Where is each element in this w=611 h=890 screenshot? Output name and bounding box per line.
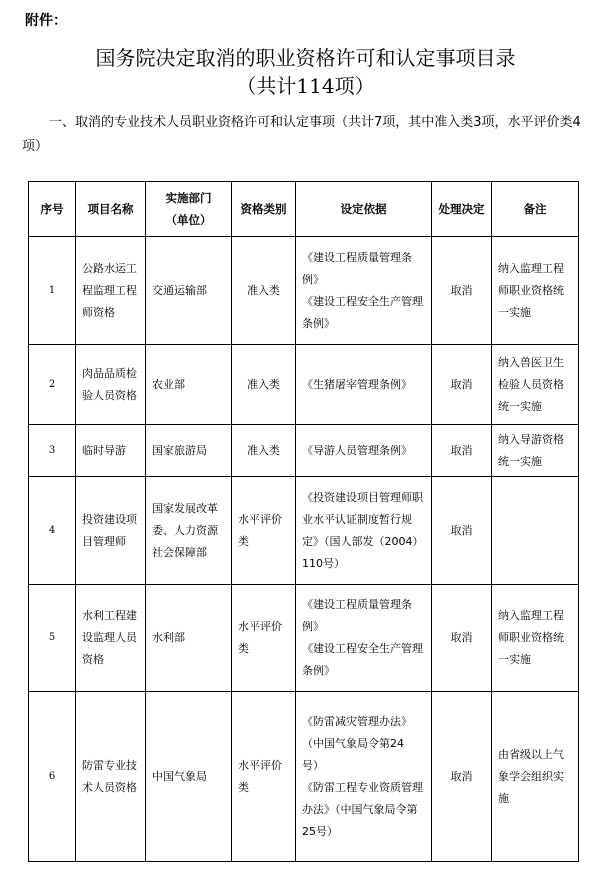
row-category: 准入类 <box>232 345 296 425</box>
row-basis: 《建设工程质量管理条例》 《建设工程安全生产管理条例》 <box>296 585 432 692</box>
section-heading: 一、取消的专业技术人员职业资格许可和认定事项（共计7项，其中准入类3项，水平评价类4项） <box>22 115 581 154</box>
row-note: 纳入导游资格统一实施 <box>492 425 579 477</box>
table-header-row <box>29 182 579 237</box>
row-dept: 水利部 <box>146 585 232 692</box>
row-decision: 取消 <box>432 477 492 585</box>
row-decision: 取消 <box>432 692 492 862</box>
table-row <box>29 692 579 862</box>
header-dept: 实施部门 （单位） <box>146 182 232 237</box>
header-basis: 设定依据 <box>296 182 432 237</box>
row-note: 由省级以上气象学会组织实施 <box>492 692 579 862</box>
row-basis: 《生猪屠宰管理条例》 <box>296 345 432 425</box>
row-seq: 3 <box>29 425 76 477</box>
row-note <box>492 477 579 585</box>
header-seq: 序号 <box>29 182 76 237</box>
row-seq: 5 <box>29 585 76 692</box>
qualification-table <box>28 181 579 862</box>
row-basis: 《导游人员管理条例》 <box>296 425 432 477</box>
row-name: 防雷专业技术人员资格 <box>76 692 146 862</box>
table-row <box>29 585 579 692</box>
row-name: 肉品品质检验人员资格 <box>76 345 146 425</box>
row-seq: 2 <box>29 345 76 425</box>
row-category: 水平评价类 <box>232 585 296 692</box>
row-note: 纳入监理工程师职业资格统一实施 <box>492 237 579 345</box>
row-dept: 中国气象局 <box>146 692 232 862</box>
row-dept: 国家旅游局 <box>146 425 232 477</box>
row-name: 水利工程建设监理人员资格 <box>76 585 146 692</box>
row-seq: 4 <box>29 477 76 585</box>
row-note: 纳入兽医卫生检验人员资格统一实施 <box>492 345 579 425</box>
row-category: 水平评价类 <box>232 477 296 585</box>
row-seq: 6 <box>29 692 76 862</box>
header-category: 资格类别 <box>232 182 296 237</box>
table-row <box>29 345 579 425</box>
header-decision: 处理决定 <box>432 182 492 237</box>
table-row <box>29 477 579 585</box>
header-name: 项目名称 <box>76 182 146 237</box>
row-dept: 国家发展改革委、人力资源社会保障部 <box>146 477 232 585</box>
row-dept: 农业部 <box>146 345 232 425</box>
row-category: 准入类 <box>232 425 296 477</box>
table-row <box>29 237 579 345</box>
row-dept: 交通运输部 <box>146 237 232 345</box>
row-category: 准入类 <box>232 237 296 345</box>
row-basis: 《建设工程质量管理条例》 《建设工程安全生产管理条例》 <box>296 237 432 345</box>
row-basis: 《投资建设项目管理师职业水平认证制度暂行规定》（国人部发（2004）110号） <box>296 477 432 585</box>
document-title: 国务院决定取消的职业资格许可和认定事项目录 <box>95 46 516 70</box>
table-row <box>29 425 579 477</box>
row-name: 公路水运工程监理工程师资格 <box>76 237 146 345</box>
document-subtitle: （共计114项） <box>236 74 375 98</box>
header-note: 备注 <box>492 182 579 237</box>
row-decision: 取消 <box>432 425 492 477</box>
row-category: 水平评价类 <box>232 692 296 862</box>
attachment-label: 附件： <box>25 13 67 29</box>
row-decision: 取消 <box>432 345 492 425</box>
row-name: 临时导游 <box>76 425 146 477</box>
row-note: 纳入监理工程师职业资格统一实施 <box>492 585 579 692</box>
row-basis: 《防雷减灾管理办法》（中国气象局令第24号） 《防雷工程专业资质管理办法》（中国气象局令第25号） <box>296 692 432 862</box>
row-name: 投资建设项目管理师 <box>76 477 146 585</box>
row-decision: 取消 <box>432 585 492 692</box>
row-seq: 1 <box>29 237 76 345</box>
row-decision: 取消 <box>432 237 492 345</box>
